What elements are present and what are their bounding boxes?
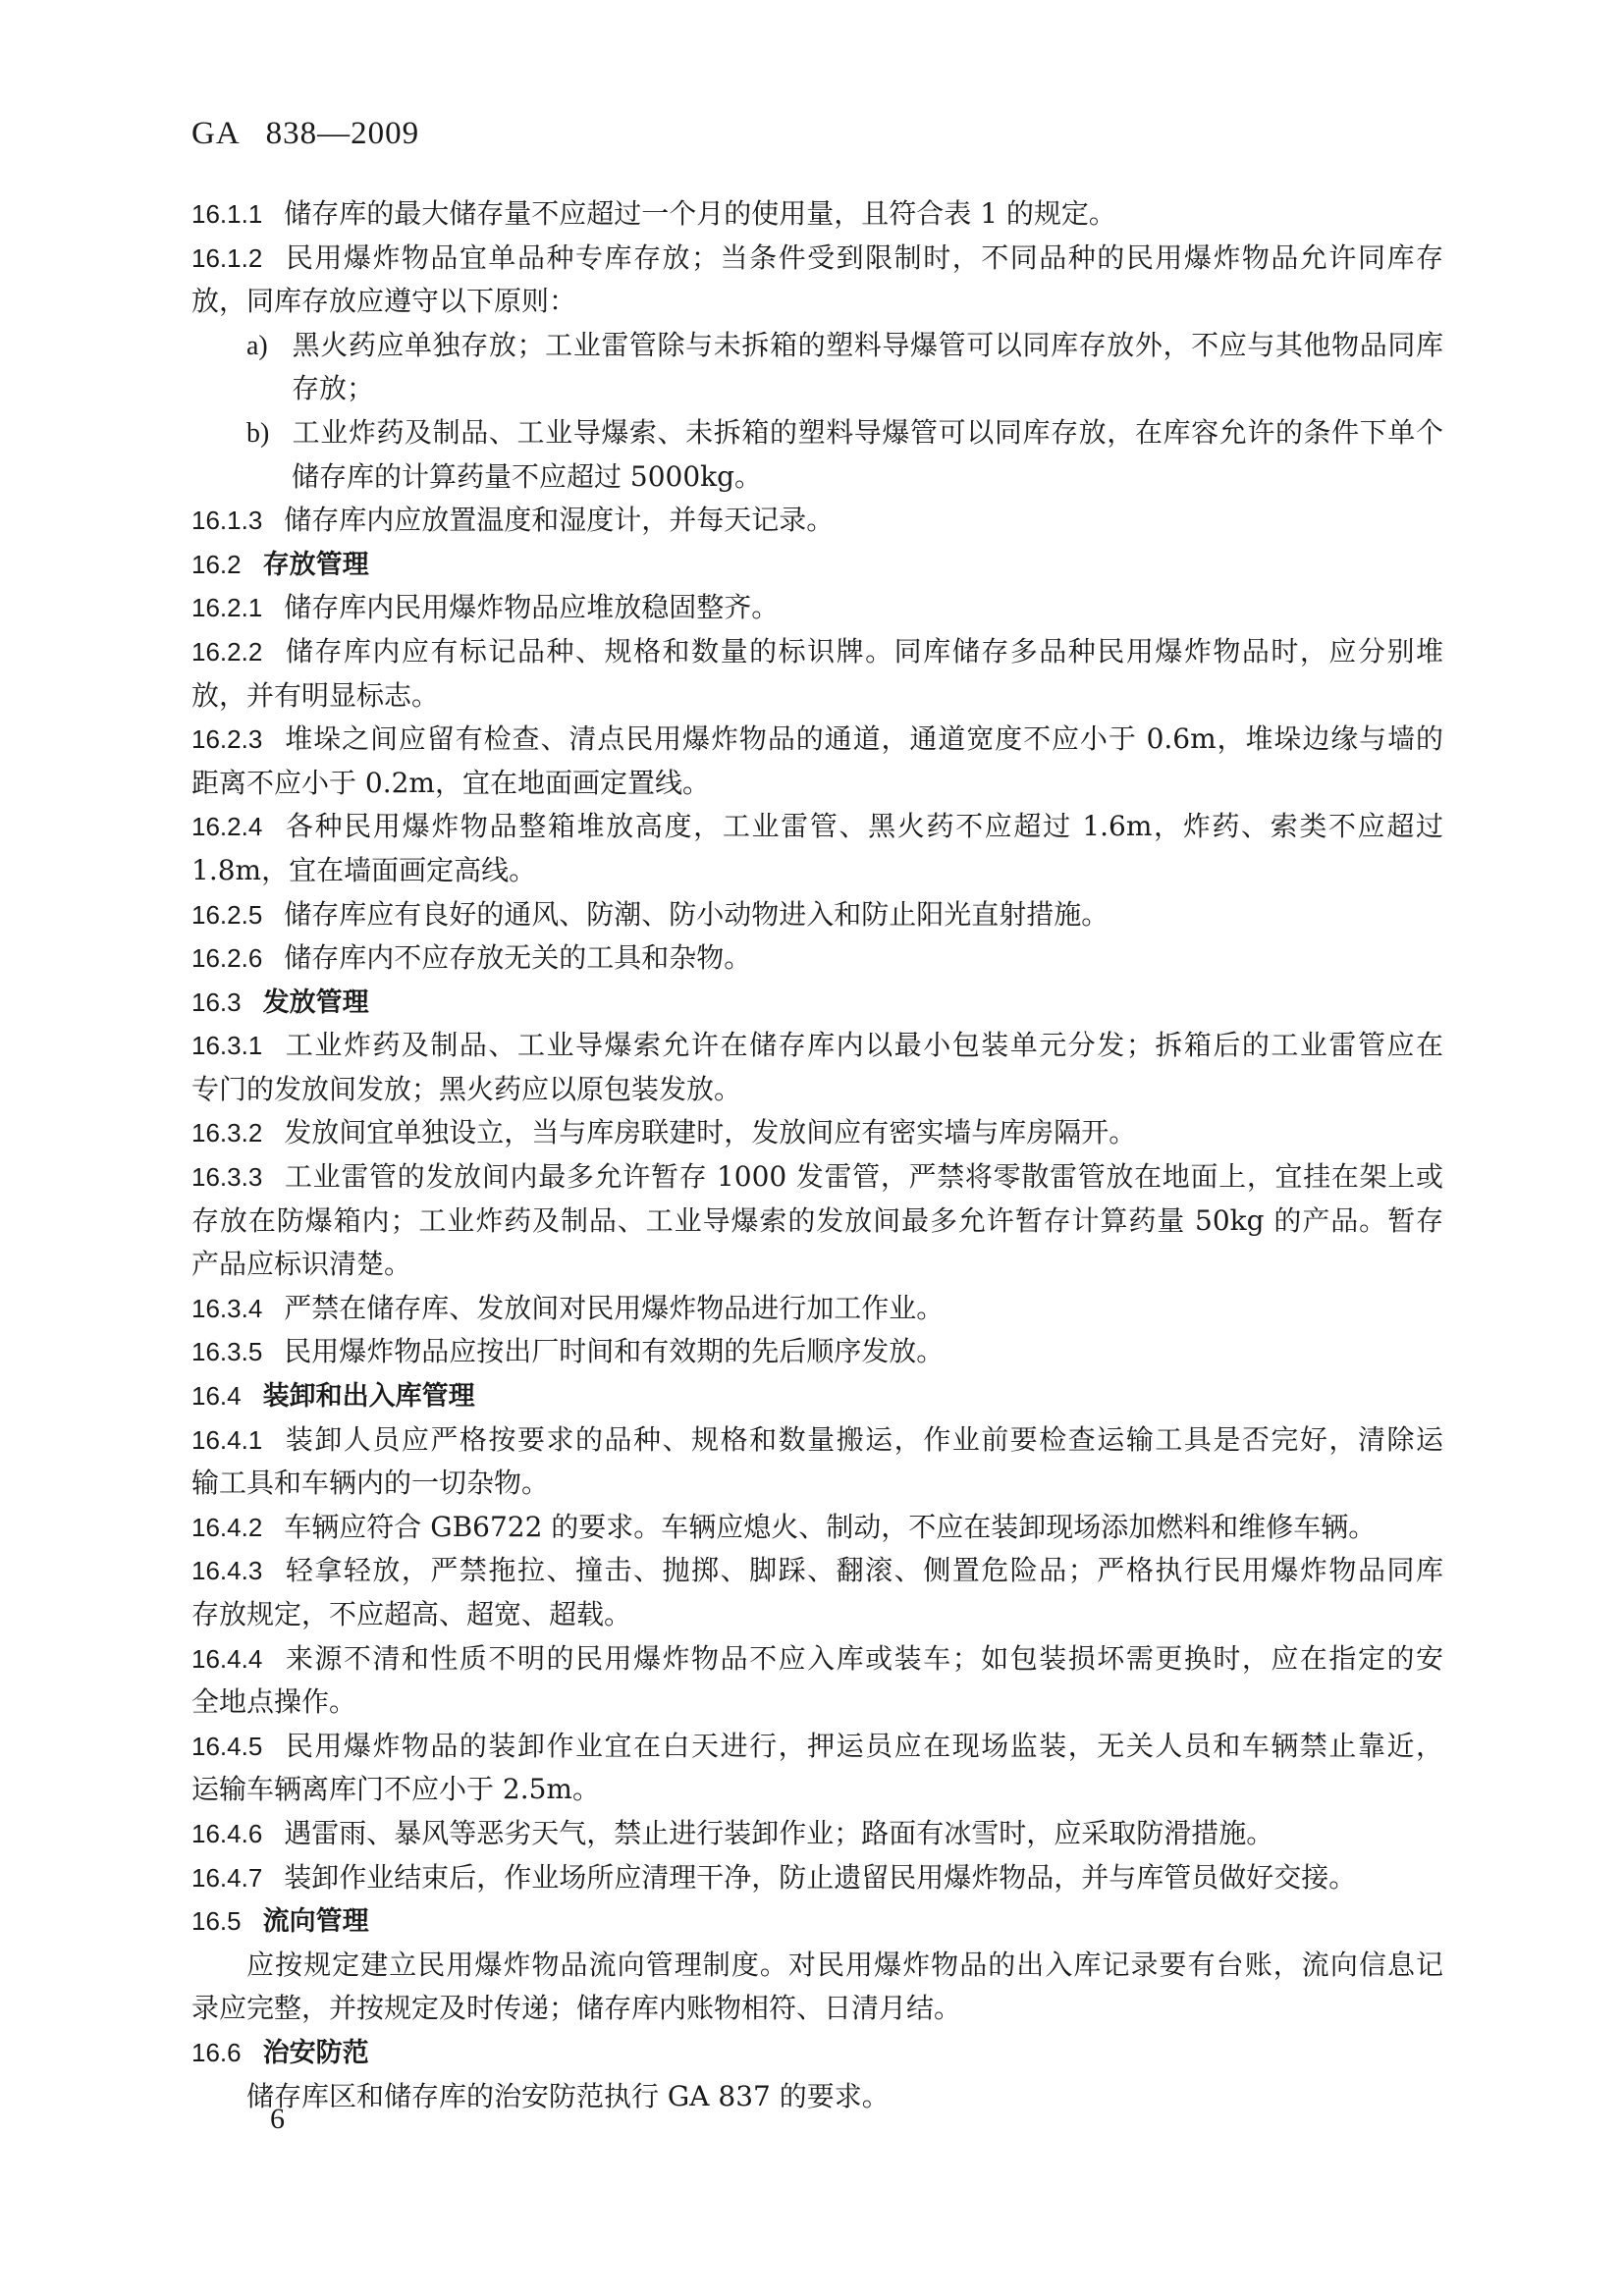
clause-number: 16.3.1 bbox=[191, 1031, 263, 1061]
clause-number: 16.4.4 bbox=[191, 1643, 263, 1674]
clause-number: 16.2.3 bbox=[191, 724, 263, 755]
clause-number: 16.1.1 bbox=[191, 199, 263, 229]
clause-16-4-1-cont: 输工具和车辆内的一切杂物。 bbox=[191, 1467, 550, 1500]
section-title: 治安防范 bbox=[262, 2037, 369, 2068]
clause-text: 各种民用爆炸物品整箱堆放高度，工业雷管、黑火药不应超过 1.6m，炸药、索类不应超过 bbox=[284, 810, 1443, 843]
clause-text: 轻拿轻放，严禁拖拉、撞击、抛掷、脚踩、翻滚、侧置危险品；严格执行民用爆炸物品同库 bbox=[284, 1554, 1443, 1587]
clause-16-4-1 bbox=[191, 1418, 1443, 1463]
clause-16-1-2-cont: 放，同库存放应遵守以下原则： bbox=[191, 285, 577, 318]
clause-16-4-3-cont: 存放规定，不应超高、超宽、超载。 bbox=[191, 1598, 632, 1630]
clause-text: 工业炸药及制品、工业导爆索允许在储存库内以最小包装单元分发；拆箱后的工业雷管应在 bbox=[284, 1029, 1443, 1062]
section-title: 装卸和出入库管理 bbox=[262, 1381, 475, 1413]
clause-number: 16.4.5 bbox=[191, 1731, 263, 1761]
section-number: 16.5 bbox=[191, 1906, 242, 1937]
clause-text: 堆垛之间应留有检查、清点民用爆炸物品的通道，通道宽度不应小于 0.6m，堆垛边缘与墙的 bbox=[284, 722, 1443, 756]
section-number: 16.2 bbox=[191, 549, 242, 579]
list-item-b-cont: 储存库的计算药量不应超过 5000kg。 bbox=[292, 459, 763, 493]
clause-text: 民用爆炸物品应按出厂时间和有效期的先后顺序发放。 bbox=[284, 1335, 945, 1368]
clause-16-3-1-cont: 专门的发放间发放；黑火药应以原包装发放。 bbox=[191, 1072, 742, 1105]
clause-16-4-5 bbox=[191, 1725, 1443, 1769]
section-title: 流向管理 bbox=[262, 1906, 369, 1938]
list-item-a-cont: 存放； bbox=[292, 372, 375, 405]
clause-text: 来源不清和性质不明的民用爆炸物品不应入库或装车；如包装损坏需更换时，应在指定的安 bbox=[284, 1641, 1443, 1675]
clause-16-2-2 bbox=[191, 630, 1443, 674]
clause-text: 储存库内应有标记品种、规格和数量的标识牌。同库储存多品种民用爆炸物品时，应分别堆 bbox=[284, 634, 1443, 667]
clause-number: 16.4.7 bbox=[191, 1862, 263, 1893]
clause-16-2-3-cont: 距离不应小于 0.2m，宜在地面画定置线。 bbox=[191, 766, 710, 799]
clause-16-1-2 bbox=[191, 237, 1443, 281]
clause-16-3-2 bbox=[191, 1111, 1443, 1155]
clause-16-4-6 bbox=[191, 1812, 1443, 1856]
clause-text: 装卸人员应严格按要求的品种、规格和数量搬运，作业前要检查运输工具是否完好，清除运 bbox=[284, 1422, 1443, 1456]
clause-text: 储存库应有良好的通风、防潮、防小动物进入和防止阳光直射措施。 bbox=[284, 897, 1109, 931]
clause-16-2-2-cont: 放，并有明显标志。 bbox=[191, 678, 440, 712]
clause-text: 民用爆炸物品宜单品种专库存放；当条件受到限制时，不同品种的民用爆炸物品允许同库存 bbox=[284, 240, 1443, 274]
paragraph-16-5: 应按规定建立民用爆炸物品流向管理制度。对民用爆炸物品的出入库记录要有台账，流向信息记 bbox=[246, 1948, 1443, 1981]
clause-text: 储存库的最大储存量不应超过一个月的使用量，且符合表 1 的规定。 bbox=[284, 197, 1116, 230]
clause-text: 严禁在储存库、发放间对民用爆炸物品进行加工作业。 bbox=[284, 1291, 945, 1324]
clause-text: 车辆应符合 GB6722 的要求。车辆应熄火、制动，不应在装卸现场添加燃料和维修车辆。 bbox=[284, 1510, 1377, 1543]
clause-text: 发放间宜单独设立，当与库房联建时，发放间应有密实墙与库房隔开。 bbox=[284, 1116, 1137, 1149]
clause-16-3-3-cont: 存放在防爆箱内；工业炸药及制品、工业导爆索的发放间最多允许暂存计算药量 50kg 的产品。暂存 bbox=[191, 1203, 1443, 1237]
clause-number: 16.1.2 bbox=[191, 242, 263, 273]
clause-16-2-3 bbox=[191, 718, 1443, 762]
section-16-2-heading bbox=[191, 543, 1443, 587]
section-number: 16.4 bbox=[191, 1381, 242, 1412]
clause-text: 遇雷雨、暴风等恶劣天气，禁止进行装卸作业；路面有冰雪时，应采取防滑措施。 bbox=[284, 1816, 1274, 1849]
clause-16-2-4 bbox=[191, 805, 1443, 849]
clause-16-4-2 bbox=[191, 1506, 1443, 1550]
clause-text: 储存库内应放置温度和湿度计，并每天记录。 bbox=[284, 504, 835, 537]
clause-16-1-1 bbox=[191, 192, 1443, 237]
clause-number: 16.4.1 bbox=[191, 1424, 263, 1455]
section-16-6-heading bbox=[191, 2031, 1443, 2075]
clause-16-3-3-cont-2: 产品应标识清楚。 bbox=[191, 1248, 412, 1281]
clause-16-4-3 bbox=[191, 1549, 1443, 1593]
list-text: 工业炸药及制品、工业导爆索、未拆箱的塑料导爆管可以同库存放，在库容允许的条件下单个 bbox=[292, 415, 1443, 449]
clause-text: 装卸作业结束后，作业场所应清理干净，防止遗留民用爆炸物品，并与库管员做好交接。 bbox=[284, 1860, 1357, 1894]
clause-text: 储存库内民用爆炸物品应堆放稳固整齐。 bbox=[284, 591, 780, 624]
clause-text: 储存库内不应存放无关的工具和杂物。 bbox=[284, 941, 752, 975]
paragraph-16-5-cont: 录应完整，并按规定及时传递；储存库内账物相符、日清月结。 bbox=[191, 1992, 962, 2025]
clause-number: 16.3.4 bbox=[191, 1293, 263, 1323]
document-body bbox=[191, 192, 1443, 2118]
clause-number: 16.2.1 bbox=[191, 593, 263, 623]
clause-number: 16.2.4 bbox=[191, 812, 263, 842]
clause-number: 16.3.5 bbox=[191, 1337, 263, 1367]
clause-16-3-5 bbox=[191, 1330, 1443, 1374]
clause-text: 民用爆炸物品的装卸作业宜在白天进行，押运员应在现场监装，无关人员和车辆禁止靠近， bbox=[284, 1729, 1443, 1762]
clause-number: 16.2.6 bbox=[191, 943, 263, 974]
clause-number: 16.4.3 bbox=[191, 1556, 263, 1586]
clause-16-1-3 bbox=[191, 499, 1443, 543]
section-number: 16.6 bbox=[191, 2037, 242, 2067]
clause-16-4-7 bbox=[191, 1856, 1443, 1900]
clause-number: 16.4.2 bbox=[191, 1512, 263, 1542]
clause-number: 16.3.3 bbox=[191, 1162, 263, 1193]
clause-number: 16.3.2 bbox=[191, 1118, 263, 1148]
page-number: 6 bbox=[270, 2103, 285, 2135]
list-text: 黑火药应单独存放；工业雷管除与未拆箱的塑料导爆管可以同库存放外，不应与其他物品同库 bbox=[292, 328, 1443, 361]
list-label: a) bbox=[246, 330, 268, 361]
list-label: b) bbox=[246, 417, 270, 449]
clause-number: 16.1.3 bbox=[191, 506, 263, 536]
section-16-5-heading bbox=[191, 1899, 1443, 1944]
clause-16-2-5 bbox=[191, 893, 1443, 937]
clause-number: 16.4.6 bbox=[191, 1818, 263, 1848]
list-item-a bbox=[191, 324, 1443, 368]
clause-16-3-3 bbox=[191, 1155, 1443, 1200]
clause-16-4-4 bbox=[191, 1637, 1443, 1682]
clause-text: 工业雷管的发放间内最多允许暂存 1000 发雷管，严禁将零散雷管放在地面上，宜挂在架上或 bbox=[284, 1160, 1443, 1194]
clause-number: 16.2.5 bbox=[191, 899, 263, 930]
list-item-b bbox=[191, 411, 1443, 455]
clause-number: 16.2.2 bbox=[191, 636, 263, 667]
document-header-code: GA 838—2009 bbox=[191, 116, 420, 151]
clause-16-3-4 bbox=[191, 1287, 1443, 1331]
clause-16-2-4-cont: 1.8m，宜在墙面画定高线。 bbox=[191, 853, 537, 886]
clause-16-4-4-cont: 全地点操作。 bbox=[191, 1685, 357, 1719]
clause-16-3-1 bbox=[191, 1024, 1443, 1068]
section-title: 存放管理 bbox=[262, 549, 369, 580]
paragraph-16-6: 储存库区和储存库的治安防范执行 GA 837 的要求。 bbox=[246, 2079, 890, 2112]
section-number: 16.3 bbox=[191, 987, 242, 1017]
section-16-4-heading bbox=[191, 1374, 1443, 1418]
clause-16-2-1 bbox=[191, 586, 1443, 630]
section-16-3-heading bbox=[191, 981, 1443, 1025]
clause-16-2-6 bbox=[191, 936, 1443, 981]
clause-16-4-5-cont: 运输车辆离库门不应小于 2.5m。 bbox=[191, 1773, 600, 1806]
section-title: 发放管理 bbox=[262, 987, 369, 1018]
